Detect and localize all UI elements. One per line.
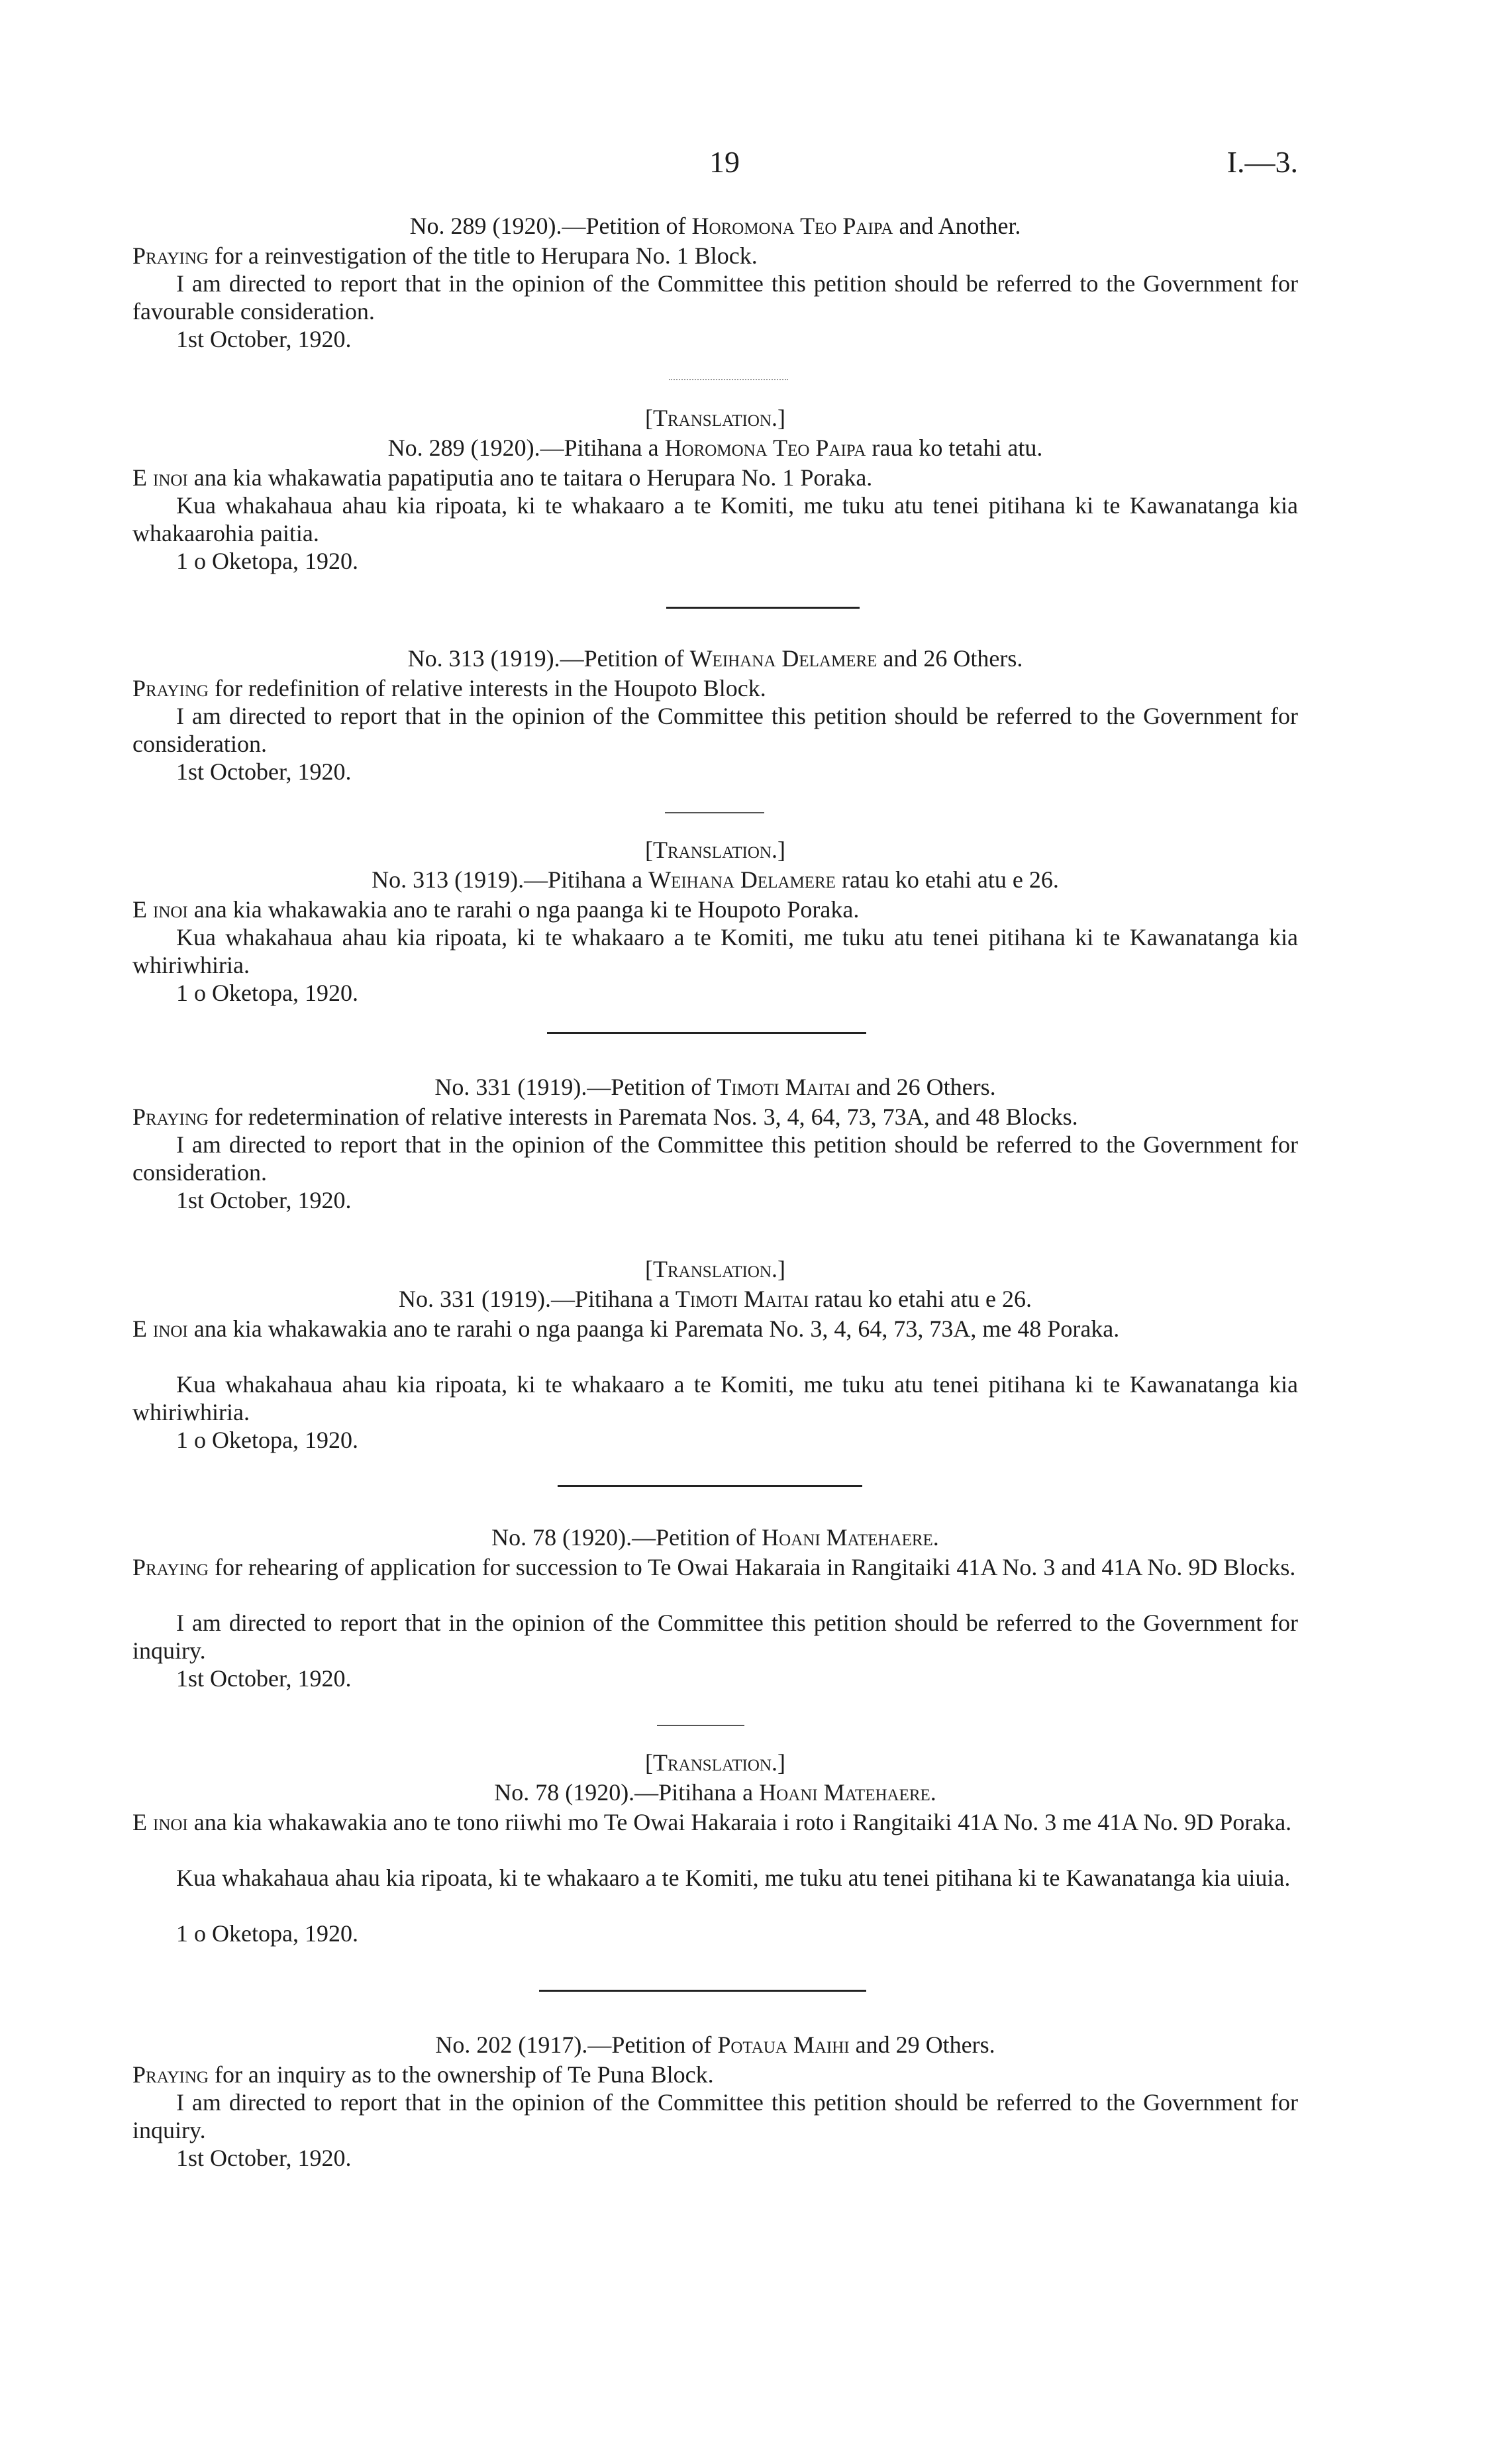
- section-divider: [547, 1032, 866, 1034]
- translation-label: [Translation.]: [645, 405, 785, 431]
- petitioner-name: Timoti Maitai: [675, 1286, 809, 1312]
- translation-report: Kua whakahaua ahau kia ripoata, ki te whakaaro a te Komiti, me tuku atu tenei pitihana ki te Kawanatanga kia uiuia.: [176, 1865, 1291, 1891]
- report-date: 1st October, 1920.: [176, 2145, 352, 2171]
- inoi-line: E inoi ana kia whakawakia ano te rarahi o nga paanga ki te Houpoto Poraka.: [132, 896, 860, 923]
- petitioner-name: Potaua Maihi: [717, 2031, 850, 2058]
- committee-report: I am directed to report that in the opinion of the Committee this petition should be referred to the Government for inquiry.: [132, 1610, 1298, 1664]
- translation-heading: No. 331 (1919).—Pitihana a Timoti Maitai ratau ko etahi atu e 26.: [398, 1286, 1032, 1312]
- inoi-paragraph: E inoi ana kia whakawakia ano te tono riiwhi mo Te Owai Hakaraia i roto i Rangitaiki 41A No. 3 me 41A No. 9D Poraka.: [132, 1809, 1292, 1835]
- translation-report: Kua whakahaua ahau kia ripoata, ki te whakaaro a te Komiti, me tuku atu tenei pitihana ki te Kawanatanga kia whiriwhiria.: [132, 924, 1298, 978]
- short-divider: [657, 1725, 744, 1726]
- petition-heading: No. 331 (1919).—Petition of Timoti Maitai and 26 Others.: [434, 1074, 996, 1100]
- translation-label: [Translation.]: [645, 1256, 785, 1282]
- petition-heading: No. 289 (1920).—Petition of Horomona Teo Paipa and Another.: [409, 213, 1021, 239]
- page-number: 19: [709, 145, 740, 179]
- report-date: 1st October, 1920.: [176, 758, 352, 785]
- report-date: 1st October, 1920.: [176, 326, 352, 352]
- petition-heading: No. 202 (1917).—Petition of Potaua Maihi and 29 Others.: [435, 2031, 995, 2058]
- praying-paragraph: Praying for rehearing of application for succession to Te Owai Hakaraia in Rangitaiki 41A No. 3 and 41A No. 9D Blocks.: [132, 1554, 1296, 1580]
- section-divider: [539, 1990, 866, 1992]
- translation-report: Kua whakahaua ahau kia ripoata, ki te whakaaro a te Komiti, me tuku atu tenei pitihana ki te Kawanatanga kia whiriwhiria.: [132, 1371, 1298, 1425]
- translation-date: 1 o Oketopa, 1920.: [176, 548, 358, 574]
- petitioner-name: Weihana Delamere: [689, 645, 877, 672]
- committee-report: I am directed to report that in the opinion of the Committee this petition should be referred to the Government for inquiry.: [132, 2089, 1298, 2143]
- petitioner-name: Horomona Teo Paipa: [664, 435, 866, 461]
- translation-date: 1 o Oketopa, 1920.: [176, 1427, 358, 1453]
- short-divider: [665, 812, 764, 813]
- translation-date: 1 o Oketopa, 1920.: [176, 980, 358, 1006]
- report-date: 1st October, 1920.: [176, 1187, 352, 1213]
- petitioner-name: Weihana Delamere: [648, 866, 836, 893]
- translation-date: 1 o Oketopa, 1920.: [176, 1920, 358, 1947]
- petitioner-name: Horomona Teo Paipa: [691, 213, 893, 239]
- committee-report: I am directed to report that in the opinion of the Committee this petition should be referred to the Government for favourable consideration.: [132, 270, 1298, 325]
- petition-heading: No. 313 (1919).—Petition of Weihana Delamere and 26 Others.: [407, 645, 1023, 672]
- inoi-line: E inoi ana kia whakawatia papatiputia ano te taitara o Herupara No. 1 Poraka.: [132, 464, 873, 491]
- section-divider: [558, 1485, 862, 1487]
- petition-heading: No. 78 (1920).—Petition of Hoani Matehaere.: [491, 1524, 939, 1551]
- translation-heading: No. 78 (1920).—Pitihana a Hoani Matehaere.: [494, 1779, 936, 1806]
- petitioner-name: Hoani Matehaere.: [759, 1779, 936, 1806]
- dotted-divider: [669, 379, 788, 380]
- translation-report: Kua whakahaua ahau kia ripoata, ki te whakaaro a te Komiti, me tuku atu tenei pitihana ki te Kawanatanga kia whakaarohia paitia.: [132, 492, 1298, 546]
- section-divider: [666, 607, 860, 609]
- praying-line: Praying for redetermination of relative interests in Paremata Nos. 3, 4, 64, 73, 73A, and 48 Blocks.: [132, 1104, 1078, 1130]
- praying-line: Praying for a reinvestigation of the title to Herupara No. 1 Block.: [132, 242, 758, 269]
- committee-report: I am directed to report that in the opinion of the Committee this petition should be referred to the Government for consideration.: [132, 703, 1298, 757]
- translation-label: [Translation.]: [645, 837, 785, 863]
- inoi-paragraph: E inoi ana kia whakawakia ano te rarahi o nga paanga ki Paremata No. 3, 4, 64, 73, 73A, me 48 Poraka.: [132, 1315, 1120, 1342]
- petitioner-name: Hoani Matehaere.: [762, 1524, 939, 1551]
- translation-label: [Translation.]: [645, 1749, 785, 1776]
- translation-heading: No. 313 (1919).—Pitihana a Weihana Delamere ratau ko etahi atu e 26.: [372, 866, 1059, 893]
- report-date: 1st October, 1920.: [176, 1665, 352, 1692]
- praying-line: Praying for an inquiry as to the ownership of Te Puna Block.: [132, 2061, 714, 2088]
- translation-heading: No. 289 (1920).—Pitihana a Horomona Teo Paipa raua ko tetahi atu.: [387, 435, 1043, 461]
- petitioner-name: Timoti Maitai: [717, 1074, 850, 1100]
- praying-line: Praying for redefinition of relative interests in the Houpoto Block.: [132, 675, 766, 701]
- committee-report: I am directed to report that in the opinion of the Committee this petition should be referred to the Government for consideration.: [132, 1131, 1298, 1186]
- document-reference: I.—3.: [1227, 145, 1298, 179]
